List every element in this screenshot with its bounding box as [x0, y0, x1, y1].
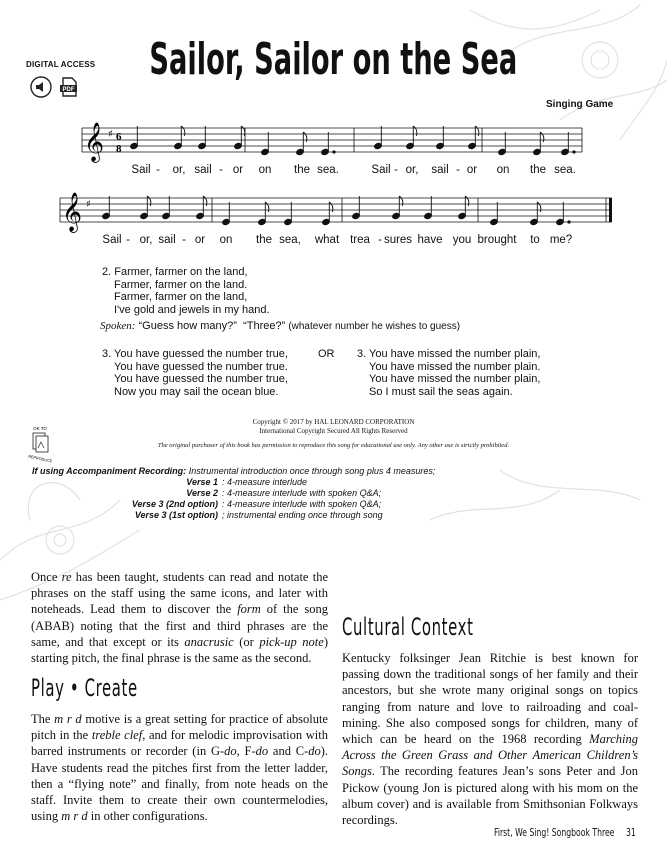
lyric-syllable: the: [256, 234, 272, 246]
lyric-syllable: -: [126, 234, 130, 246]
reproduction-notice: The original purchaser of this book has permission to reproduce this song for educational use only. Any other use is strictly prohibited.: [157, 442, 510, 449]
lyric-syllable: me?: [549, 234, 573, 246]
text-run-italic: do: [224, 744, 237, 759]
music-staff-2: [0, 188, 667, 238]
text-run: and C-: [268, 744, 309, 759]
lyric-syllable: to: [530, 234, 540, 246]
lyric-syllable: sea.: [317, 164, 339, 176]
text-run-italic: m r d: [54, 712, 82, 726]
text-run: , F-: [236, 744, 256, 759]
lyric-syllable: on: [258, 164, 272, 176]
or-separator: OR: [318, 348, 335, 360]
spoken-quote-2: “Three?”: [243, 320, 286, 332]
lyrics-line-2: [0, 234, 667, 248]
lyric-syllable: trea: [350, 234, 370, 246]
verse-line: 2. Farmer, farmer on the land,: [102, 266, 248, 278]
accompaniment-verse-label: Verse 3 (2nd option): [131, 499, 218, 509]
right-paragraph: [342, 650, 638, 828]
lyric-syllable: have: [417, 234, 443, 246]
lyric-syllable: -: [378, 234, 382, 246]
time-signature-top: 6: [116, 131, 122, 143]
lyric-syllable: the: [530, 164, 546, 176]
verse-line: Farmer, farmer on the land.: [114, 278, 248, 291]
lyric-syllable: sail: [194, 164, 212, 176]
verse-line: Farmer, farmer on the land,: [114, 291, 248, 303]
lyric-syllable: sail: [431, 164, 449, 176]
pdf-icon[interactable]: [58, 76, 80, 98]
accompaniment-intro: Instrumental introduction once through song plus 4 measures;: [188, 466, 436, 476]
lyric-syllable: -: [156, 164, 160, 176]
lyric-syllable: -: [456, 164, 460, 176]
lyric-syllable: what: [314, 234, 340, 246]
ok-badge-bottom: REPRODUCE: [27, 454, 53, 464]
text-run: ) starting pitch, the final phrase is the same as the second.: [31, 634, 328, 666]
lyric-syllable: -: [182, 234, 186, 246]
notes-staff-2: [102, 196, 570, 226]
text-run-italic: treble clef: [91, 728, 143, 743]
text-run-italic: form: [237, 602, 261, 617]
sharp-icon: ♯: [86, 199, 91, 210]
song-title: Sailor, Sailor on the Sea: [149, 34, 518, 85]
lyric-syllable: sea,: [279, 234, 301, 246]
lyric-syllable: sea.: [554, 164, 576, 176]
lyric-syllable: Sail: [102, 234, 122, 246]
pdf-icon-label: PDF: [62, 86, 75, 93]
verse-3-option-b: [357, 348, 540, 398]
accompaniment-verse-text: ; instrumental ending once through song: [222, 510, 383, 520]
lyric-syllable: Sail: [371, 164, 391, 176]
text-run-italic: m r d: [61, 809, 88, 824]
spoken-line: [100, 320, 460, 332]
copyright-line-1: Copyright © 2017 by HAL LEONARD CORPORATION: [252, 418, 415, 426]
lyrics-line-1: [0, 164, 667, 178]
accompaniment-notes: [32, 466, 435, 521]
accompaniment-verse-label: Verse 3 (1st option): [134, 510, 218, 520]
text-run: The: [31, 712, 55, 726]
lyric-syllable: or: [466, 164, 478, 176]
lyric-syllable: Sail: [131, 164, 151, 176]
verse-2: [102, 266, 270, 316]
song-type: Singing Game: [546, 99, 614, 110]
verse-line: Now you may sail the ocean blue.: [114, 385, 279, 398]
digital-access-label: DIGITAL ACCESS: [26, 60, 96, 69]
text-run: Kentucky folksinger Jean Ritchie is best known for passing down the traditional songs of her family and their ancestors, but she wrote many original songs on topics ranging from nature and love to railroading and coal-mining. She also composed songs for children, many of which can be heard on the 1968 recording: [342, 651, 638, 747]
text-run: . The recording features Jean’s sons Peter and Jon Pickow (young Jon is pictured along with his mom on the album cover) and is available from Smithsonian Folkways recordings.: [342, 764, 638, 828]
treble-clef-icon: 𝄞: [84, 122, 105, 162]
music-staff-1: [0, 118, 667, 168]
heading-play-create: Play • Create: [31, 674, 138, 702]
text-run: (or: [233, 634, 260, 649]
accompaniment-verse-text: : 4-measure interlude with spoken Q&A;: [222, 499, 382, 509]
lyric-syllable: on: [496, 164, 510, 176]
verse-line: You have guessed the number true,: [114, 373, 288, 385]
lyric-syllable: on: [219, 234, 233, 246]
text-run: of the song (ABAB) noting that the first and third phrases are the same, and that except or its: [31, 602, 328, 649]
page-number: 31: [626, 826, 636, 839]
text-run-italic: pick-up note: [259, 634, 324, 649]
sharp-icon: ♯: [108, 129, 113, 140]
text-run-italic: re: [61, 570, 72, 584]
lyric-syllable: you: [452, 234, 472, 246]
accompaniment-verse-label: Verse 1: [186, 477, 218, 487]
text-run: Once: [31, 570, 62, 584]
text-run: , and for melodic improvisation with barred instruments or recorder (in G-: [31, 728, 328, 759]
treble-clef-icon: 𝄞: [62, 192, 83, 232]
copyright-notice: [0, 418, 667, 435]
verse-line: 3. You have missed the number plain,: [357, 348, 541, 360]
left-paragraph-2: [31, 711, 328, 824]
text-run-italic: anacrusic: [184, 634, 234, 649]
lyric-syllable: sail: [158, 234, 176, 246]
audio-icon[interactable]: [30, 76, 52, 98]
text-run: ). Have students read the pitches first from the letter ladder, then a “flying note” and finally, from note heads on the staff. Invite them to create their own countermelodies, using: [31, 744, 328, 824]
verse-line: You have missed the number plain.: [369, 360, 541, 373]
lyric-syllable: or,: [405, 164, 419, 176]
verse-line: You have missed the number plain,: [369, 373, 541, 385]
verse-line: 3. You have guessed the number true,: [102, 348, 288, 360]
accompaniment-verse-label: Verse 2: [186, 488, 218, 498]
lyric-syllable: or: [194, 234, 206, 246]
heading-cultural-context: Cultural Context: [342, 613, 474, 641]
text-run: in other configurations.: [87, 809, 208, 824]
lyric-syllable: -: [394, 164, 398, 176]
accompaniment-label: If using Accompaniment Recording:: [32, 466, 187, 476]
time-signature-bottom: 8: [116, 143, 122, 155]
left-paragraph-1: [31, 569, 328, 666]
accompaniment-verse-text: : 4-measure interlude: [222, 477, 308, 487]
verse-line: You have guessed the number true.: [114, 360, 288, 373]
text-run: motive is a great setting for practice of absolute pitch in the: [31, 712, 328, 743]
lyric-syllable: or,: [139, 234, 153, 246]
spoken-label: Spoken:: [100, 320, 136, 332]
lyric-syllable: the: [294, 164, 310, 176]
verse-3-option-a: [102, 348, 288, 398]
spoken-quote-1: “Guess how many?”: [138, 320, 237, 332]
lyric-syllable: sures: [383, 234, 413, 246]
text-run: has been taught, students can read and notate the phrases on the staff using the same icons, and later with noteheads. Lead them to discover the: [31, 570, 328, 617]
text-run-italic: Marching Across the Green Grass and Other American Children’s Songs: [342, 732, 638, 779]
copyright-line-2: International Copyright Secured All Rights Reserved: [259, 426, 408, 435]
footer-book-title: First, We Sing! Songbook Three: [494, 826, 615, 839]
spoken-aside: (whatever number he wishes to guess): [288, 321, 461, 332]
text-run-italic: do: [308, 744, 321, 759]
ok-badge-top: OK TO: [33, 426, 47, 431]
lyric-syllable: or,: [172, 164, 186, 176]
verse-line: So I must sail the seas again.: [369, 385, 513, 398]
lyric-syllable: or: [232, 164, 244, 176]
lyric-syllable: -: [219, 164, 223, 176]
lyric-syllable: brought: [477, 234, 517, 246]
notes-staff-1: [130, 126, 575, 156]
accompaniment-verse-text: : 4-measure interlude with spoken Q&A;: [222, 488, 382, 498]
text-run-italic: do: [255, 744, 269, 759]
verse-line: I've gold and jewels in my hand.: [114, 303, 270, 316]
